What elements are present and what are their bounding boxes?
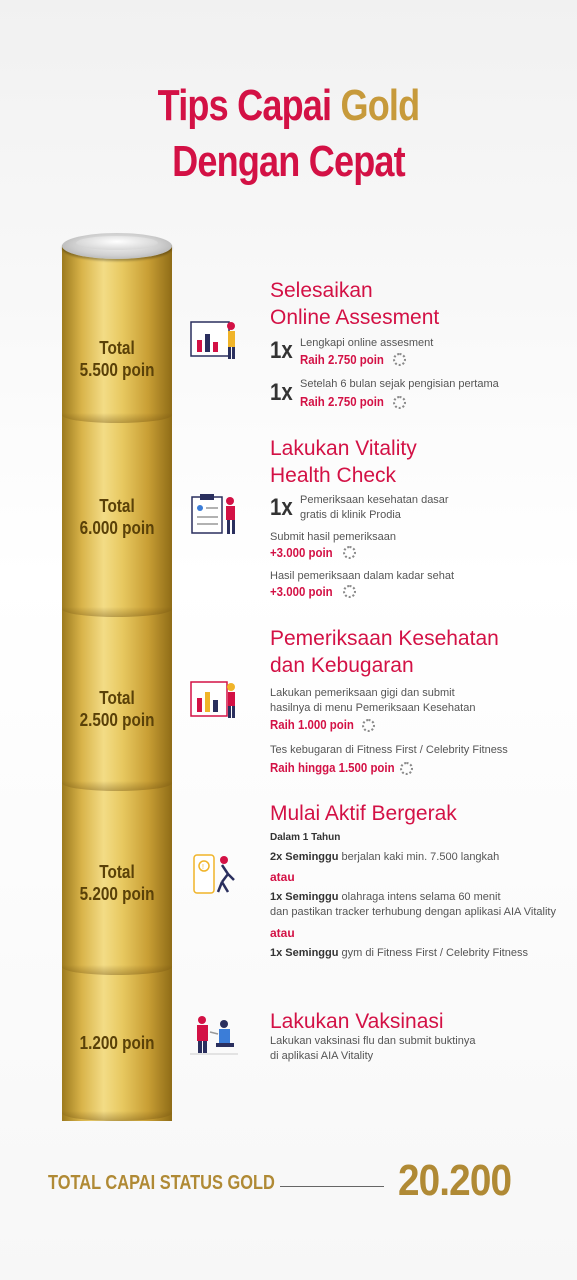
total-value: 20.200 xyxy=(398,1156,512,1205)
option-text: 2x Seminggu berjalan kaki min. 7.500 langkah xyxy=(270,851,500,863)
section-vaccination-title: Lakukan Vaksinasi xyxy=(270,1010,444,1033)
gear-icon xyxy=(343,546,356,559)
divider-line xyxy=(280,1186,384,1187)
coin-cap-inner xyxy=(76,236,158,250)
section-assessment-title: Selesaikan Online Assesment xyxy=(270,279,440,329)
gear-icon xyxy=(362,719,375,732)
gear-icon xyxy=(393,396,406,409)
item-text: Lakukan pemeriksaan gigi dan submit hasilnya di menu Pemeriksaan Kesehatan xyxy=(270,687,476,714)
stack-segment xyxy=(62,245,172,423)
item-text: Submit hasil pemeriksaan xyxy=(270,531,396,543)
item-text: Pemeriksaan kesehatan dasar gratis di klinik Prodia xyxy=(300,494,449,521)
gear-icon xyxy=(393,353,406,366)
stack-label: Total 2.500 poin xyxy=(79,688,155,730)
reward-points: Raih hingga 1.500 poin xyxy=(270,760,395,775)
gear-icon xyxy=(343,585,356,598)
multiplier: 1x xyxy=(270,337,293,364)
total-label: TOTAL CAPAI STATUS GOLD xyxy=(48,1172,275,1194)
item-text: Setelah 6 bulan sejak pengisian pertama xyxy=(300,378,499,390)
running-phone-icon xyxy=(188,852,240,896)
option-text: 1x Seminggu gym di Fitness First / Celebrity Fitness xyxy=(270,947,528,959)
item-text: Lengkapi online assesment xyxy=(300,337,434,349)
svg-text:!: ! xyxy=(202,864,204,871)
multiplier: 1x xyxy=(270,494,293,521)
gold-coin-stack xyxy=(62,245,172,1121)
title-gold-word: Gold xyxy=(340,81,420,130)
reward-points: +3.000 poin xyxy=(270,584,333,599)
health-check-clipboard-icon xyxy=(188,492,240,536)
or-separator: atau xyxy=(270,926,295,940)
stack-label: 1.200 poin xyxy=(79,1033,155,1053)
stack-label: Total 6.000 poin xyxy=(79,496,155,538)
stack-label: Total 5.200 poin xyxy=(79,862,155,904)
page-title-line1 xyxy=(52,80,525,132)
stack-label: Total 5.500 poin xyxy=(79,338,155,380)
section-fitness-title: Pemeriksaan Kesehatan dan Kebugaran xyxy=(270,627,499,677)
item-text: Hasil pemeriksaan dalam kadar sehat xyxy=(270,570,455,582)
section-active-title: Mulai Aktif Bergerak xyxy=(270,802,457,825)
assessment-chart-icon xyxy=(188,318,240,362)
reward-points: Raih 2.750 poin xyxy=(300,352,384,367)
reward-points: +3.000 poin xyxy=(270,545,333,560)
period-text: Dalam 1 Tahun xyxy=(270,832,341,843)
gear-icon xyxy=(400,762,413,775)
reward-points: Raih 2.750 poin xyxy=(300,394,384,409)
page-title-line2: Dengan Cepat xyxy=(172,137,405,186)
item-text: Lakukan vaksinasi flu dan submit buktinya di aplikasi AIA Vitality xyxy=(270,1035,476,1062)
multiplier: 1x xyxy=(270,379,293,406)
vaccination-icon xyxy=(188,1012,240,1056)
fitness-chart-icon xyxy=(188,678,240,722)
or-separator: atau xyxy=(270,870,295,884)
section-health-check-title: Lakukan Vitality Health Check xyxy=(270,437,417,487)
reward-points: Raih 1.000 poin xyxy=(270,717,354,732)
title-text: Tips Capai xyxy=(157,81,341,130)
item-text: Tes kebugaran di Fitness First / Celebrity Fitness xyxy=(270,744,508,756)
option-text: 1x Seminggu olahraga intens selama 60 menit dan pastikan tracker terhubung dengan aplikasi AIA Vitality xyxy=(270,891,556,918)
